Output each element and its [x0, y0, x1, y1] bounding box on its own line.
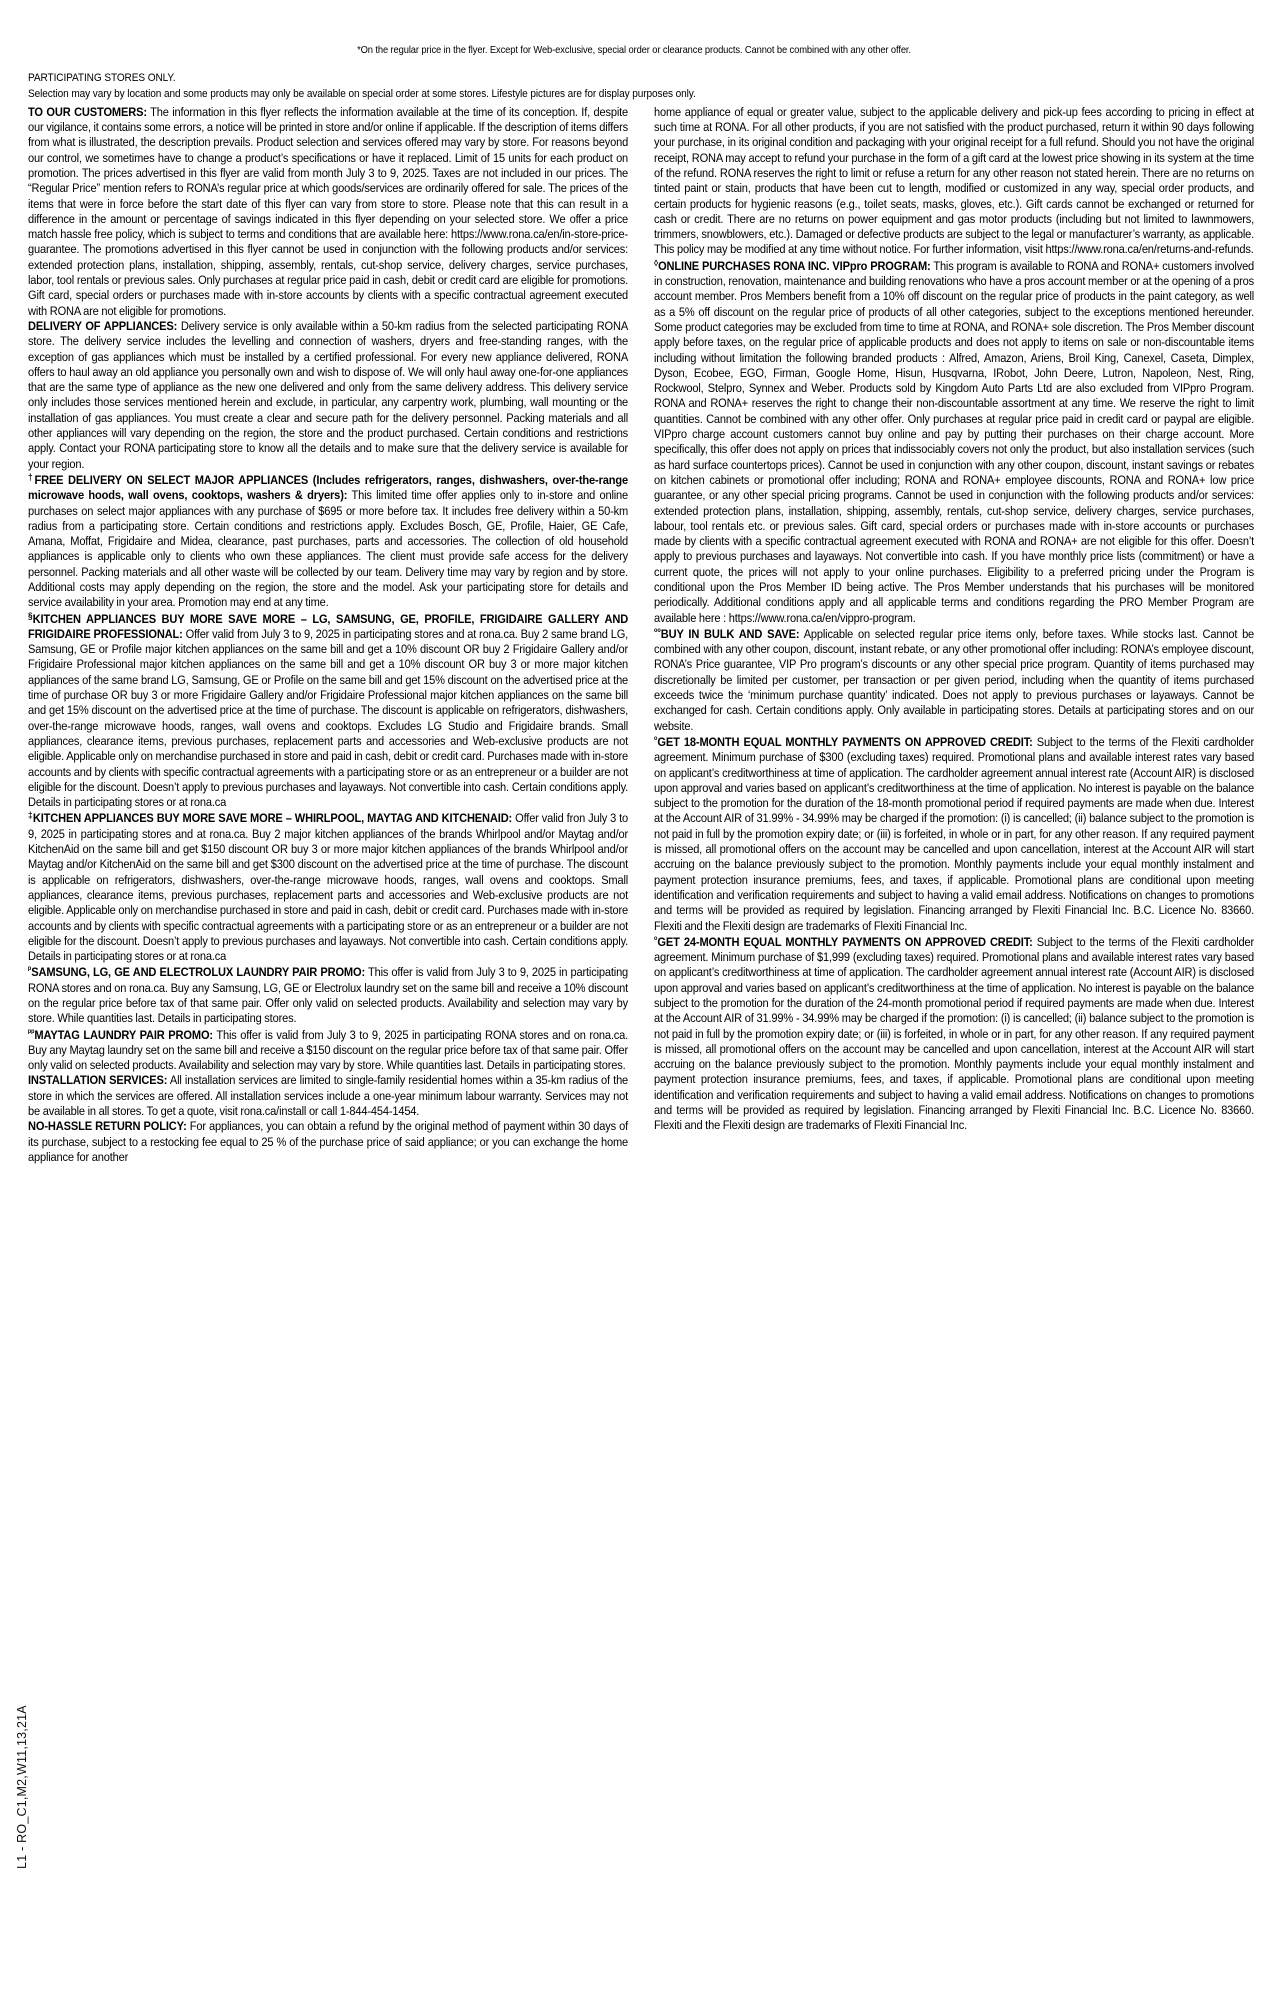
terms-paragraph [28, 319, 628, 472]
terms-body: This offer is valid from July 3 to 9, 2025 in participating RONA stores and on rona.ca. Buy any Maytag laundry set on the same bill and receive a $150 discount on the regular price before tax of that same pair. Offer only valid on selected products. Availability and selection may vary by store. While quantities last. Details in participating stores. [28, 1027, 629, 1073]
terms-heading: MAYTAG LAUNDRY PAIR PROMO: [34, 1027, 213, 1042]
terms-paragraph [28, 472, 628, 611]
document-spine-code: L1 - RO_C1,M2,W11,13,21A [15, 1705, 29, 1869]
terms-body: home appliance of equal or greater value, subject to the applicable delivery and pick-up fees according to pricing in effect at such time at RONA. For all other products, if you are not satisfied with the product purchased, return it within 90 days following your purchase, in its original condition and packaging with your original receipt for a full refund. Should you not have the original receipt, RONA may accept to refund your purchase in the form of a gift card at the lowest price showing in its system at the time of the refund. RONA reserves the right to limit or refuse a return for any other reason not stated herein. There are no returns on tinted paint or stain, products that have been cut to length, modified or customized in any way, special order products, and certain products for hygienic reasons (e.g., toilet seats, masks, gloves, etc.). Gift cards cannot be exchanged or returned for cash or credit. There are no returns on power equipment and gas motor products (including but not limited to lawnmowers, trimmers, snowblowers, etc.). Damaged or defective products are subject to the legal or manufacturer’s warranty, as applicable. This policy may be modified at any time without notice. For further information, visit https://www.rona.ca/en/returns-and-refunds. [654, 104, 1255, 257]
terms-body: This limited time offer applies only to in-store and online purchases on select major appliances with any purchase of $695 or more before tax. It includes free delivery within a 50-km radius from a participating store. Certain conditions and restrictions apply. Excludes Bosch, GE, Profile, Haier, GE Cafe, Amana, Moffat, Frigidaire and Midea, clearance, past purchases, parts and accessories. The collection of old household appliances is applicable only to clients who own these appliances. The client must provide safe access for the delivery personnel. Packing materials and all other waste will be collected by our team. Delivery time may vary by region and by store. Additional costs may apply depending on the region, the store and the model. Ask your participating store for details and service availability in your area. Promotion may end at any time. [28, 488, 629, 610]
terms-heading: TO OUR CUSTOMERS: [28, 104, 147, 119]
terms-heading: ONLINE PURCHASES RONA INC. VIPpro PROGRAM: [658, 258, 931, 273]
footnote-marker: § [28, 610, 33, 621]
terms-heading: SAMSUNG, LG, GE AND ELECTROLUX LAUNDRY PAIR PROMO: [31, 965, 366, 980]
regular-price-footnote: *On the regular price in the flyer. Except for Web-exclusive, special order or clearance products. Cannot be combined with any other offer. [357, 45, 911, 56]
footnote-marker: † [28, 471, 35, 482]
terms-heading: NO-HASSLE RETURN POLICY: [28, 1119, 187, 1134]
terms-paragraph [654, 105, 1254, 258]
footnote-marker: ‡ [28, 810, 33, 821]
terms-paragraph [28, 1119, 628, 1165]
terms-paragraph [654, 626, 1254, 734]
terms-body: Subject to the terms of the Flexiti cardholder agreement. Minimum purchase of $300 (excluding taxes) required. Promotional plans and available interest rates vary based on applicant’s creditworthiness at time of application. The cardholder agreement annual interest rate (Account AIR) is disclosed upon approval and varies based on applicant’s creditworthiness at the time of application. No interest is payable on the balance subject to the promotion for the duration of the 18-month promotional period if required payments are made when due. Interest at the Account AIR of 31.99% - 34.99% may be charged if the promotion: (i) is cancelled; (ii) balance subject to the promotion is not paid in full by the promotion expiry date; or (iii) is forfeited, in whole or in part, for any other reason. If any required payment is missed, all promotional offers on the account may be cancelled and upon cancellation, interest at the Account AIR will start accruing on the balance previously subject to the promotion. Monthly payments include your equal monthly instalment and payment protection insurance premiums, fees, and taxes, if applicable. Promotional plans are conditional upon meeting identification and verification requirements and subject to having a valid email address. Notifications on changes to promotions and terms will be provided as required by legislation. Financing arranged by Flexiti Financial Inc. B.C. Licence No. 83660. Flexiti and the Flexiti design are trademarks of Flexiti Financial Inc. [654, 734, 1255, 933]
terms-paragraph [28, 611, 628, 811]
terms-paragraph [654, 934, 1254, 1134]
terms-paragraph [654, 258, 1254, 626]
terms-body: Applicable on selected regular price items only, before taxes. While stocks last. Cannot be combined with any other coupon, discount, instant rebate, or any other promotional offer including: RONA’s employee discount, RONA’s Price guarantee, VIP Pro program’s discounts or any other special price program. Quantity of items purchased may discretionally be limited per customer, per transaction or per given period, including when the quantity of items purchased exceeds twice the ‘minimum purchase quantity’ indicated. Does not apply to previous purchases or layaways. Cannot be exchanged for cash. Certain conditions apply. Only available in participating stores. Details at participating stores and on our website. [654, 626, 1255, 733]
terms-heading: BUY IN BULK AND SAVE: [660, 626, 800, 641]
footnote-marker: ◊ [654, 257, 659, 268]
terms-heading: GET 24-MONTH EQUAL MONTHLY PAYMENTS ON APPROVED CREDIT: [657, 934, 1033, 949]
terms-body: This program is available to RONA and RONA+ customers involved in construction, renovation, maintenance and building renovations who have a pros account member or at the opening of a pros account member. Pros Members benefit from a 10% off discount on the regular price of products in the paint category, as well as a 5% off discount on the regular price of products of all other categories, subject to the exceptions mentioned hereunder. Some product categories may be excluded from time to time at RONA, and RONA+ sole discretion. The Pros Member discount apply before taxes, on the regular price of applicable products and does not apply to items on sale or non-discountable items including without limitation the following branded products : Alfred, Amazon, Ariens, Broil King, Canexel, Caseta, Dimplex, Dyson, Ecobee, EGO, Firman, Google Home, Hisun, Husqvarna, IRobot, John Deere, Lutron, Napoleon, Nest, Ring, Rockwool, Stelpro, Synnex and Weber. Products sold by Kingdom Auto Parts Ltd are also excluded from VIPpro Program. RONA and RONA+ reserves the right to change their non-discountable assortment at any time. We reserve the right to limit quantities. Cannot be combined with any other offer. Only purchases at regular price paid in credit card or paypal are eligible. VIPpro charge account customers cannot buy online and pay by putting their purchases on their charge account. More specifically, this offer does not apply on prices that indissociably covers not only the product, but also installation services (such as hard surface countertops prices). Cannot be used in conjunction with any other coupon, discount, instant savings or rebates on kitchen cabinets or promotional offer including; RONA and RONA+ employee discounts, RONA and RONA+ low price guarantee, or any other special pricing programs. Cannot be used in conjunction with the following products and/or services: extended protection plans, installation, shipping, assembly, rentals, cut-shop service, delivery charges, service purchases, labour, tool rentals etc. or previous sales. Gift card, special orders or purchases made with in-store accounts or purchases made by clients with a specific contractual agreement executed with RONA and RONA+ are not eligible for this offer. Doesn’t apply to previous purchases and layaways. Not convertible into cash. If you have monthly price lists (commitment) or have a current quote, the prices will not apply to your online purchases. Eligibility to a preferred pricing under the Program is conditional upon the Pros Member ID being active. The Pros Member understands that his purchases will be monitored periodically. Additional conditions apply and all applicable terms and conditions regarding the PRO Member Program are available here : https://www.rona.ca/en/vippro-program. [654, 258, 1255, 625]
terms-heading: GET 18-MONTH EQUAL MONTHLY PAYMENTS ON APPROVED CREDIT: [657, 734, 1033, 749]
terms-paragraph [654, 734, 1254, 934]
terms-body: This offer is valid from July 3 to 9, 2025 in participating RONA stores and on rona.ca. Buy any Samsung, LG, GE or Electrolux laundry set on the same bill and receive a 10% discount on the regular price before tax of that same pair. Offer only valid on selected products. Availability and selection may vary by store. While quantities last. Details in participating stores. [28, 965, 629, 1026]
footnote-marker: ᵒᵒ [654, 625, 661, 636]
terms-body: Subject to the terms of the Flexiti cardholder agreement. Minimum purchase of $1,999 (excluding taxes) required. Promotional plans and available interest rates vary based on applicant’s creditworthiness at time of application. The cardholder agreement annual interest rate (Account AIR) is disclosed upon approval and varies based on applicant’s creditworthiness at the time of application. No interest is payable on the balance subject to the promotion for the duration of the 24-month promotional period if required payments are made when due. Interest at the Account AIR of 31.99% - 34.99% may be charged if the promotion: (i) is cancelled; (ii) balance subject to the promotion is not paid in full by the promotion expiry date; or (iii) is forfeited, in whole or in part, for any other reason. If any required payment is missed, all promotional offers on the account may be cancelled and upon cancellation, interest at the Account AIR will start accruing on the balance previously subject to the promotion. Monthly payments include your equal monthly instalment and payment protection insurance premiums, fees, and taxes, if applicable. Promotional plans are conditional upon meeting identification and verification requirements and subject to having a valid email address. Notifications on changes to promotions and terms will be provided as required by legislation. Financing arranged by Flexiti Financial Inc. B.C. Licence No. 83660. Flexiti and the Flexiti design are trademarks of Flexiti Financial Inc. [654, 934, 1255, 1133]
terms-heading: INSTALLATION SERVICES: [28, 1073, 168, 1088]
terms-paragraph [28, 1027, 628, 1074]
terms-body: The information in this flyer reflects the information available at the time of its conception. If, despite our vigilance, it contains some errors, a notice will be printed in store and/or online if applicable. If the description of items differs from what is illustrated, the description prevails. Product selection and services offered may vary by store. For reasons beyond our control, we sometimes have to change a product’s specifications or have it replaced. Limit of 15 units for each product on promotion. The prices advertised in this flyer are valid from month July 3 to 9, 2025. Taxes are not included in our prices. The “Regular Price” mention refers to RONA’s regular price at which goods/services are ordinarily offered for sale. The prices of the items that were in force before the start date of this flyer can vary from store to store. Please note that this can result in a difference in the amount or percentage of savings indicated in this flyer depending on your selected store. We offer a price match hassle free policy, which is subject to terms and conditions that are available here: https://www.rona.ca/en/in-store-price-guarantee. The promotions advertised in this flyer cannot be used in conjunction with the following products and/or services: extended protection plans, installation, shipping, assembly, rentals, cut-shop service, delivery charges, service purchases, labor, tool rentals or previous sales. Only purchases at regular price paid in cash, debit or credit card are eligible for promotions. Gift card, special orders or purchases made with in-store accounts by clients with a specific contractual agreement executed with RONA are not eligible for promotions. [28, 104, 629, 318]
terms-heading: KITCHEN APPLIANCES BUY MORE SAVE MORE – WHIRLPOOL, MAYTAG AND KITCHENAID: [32, 811, 513, 826]
terms-body: All installation services are limited to single-family residential homes within a 35-km radius of the store in which the services are offered. All installation services include a one-year minimum labour warranty. Services may not be available in all stores. To get a quote, visit rona.ca/install or call 1-844-454-1454. [28, 1073, 629, 1119]
terms-paragraph [28, 964, 628, 1026]
footnote-marker: ᵒ [654, 933, 658, 944]
right-terms-column [654, 105, 1254, 1165]
selection-varies-notice: Selection may vary by location and some products may only be available on special order at some stores. Lifestyle pictures are for display purposes only. [28, 87, 696, 100]
footnote-marker: ᵖ [28, 964, 32, 975]
terms-paragraph [28, 810, 628, 964]
terms-paragraph [28, 1073, 628, 1119]
footnote-marker: ᵒ [654, 733, 658, 744]
terms-heading: FREE DELIVERY ON SELECT MAJOR APPLIANCES (Includes refrigerators, ranges, dishwashers, over-the-range microwave hoods, wall ovens, cooktops, washers & dryers): [28, 472, 629, 503]
terms-heading: KITCHEN APPLIANCES BUY MORE SAVE MORE – LG, SAMSUNG, GE, PROFILE, FRIGIDAIRE GALLERY AND FRIGIDAIRE PROFESSIONAL: [28, 611, 629, 641]
left-terms-column [28, 105, 628, 1165]
terms-body: Offer valid from July 3 to 9, 2025 in participating stores and at rona.ca. Buy 2 same brand LG, Samsung, GE or Profile major kitchen appliances on the same bill and get a 10% discount OR buy 2 Frigidaire Gallery and/or Frigidaire Professional major kitchen appliances on the same bill and get a 10% discount OR buy 3 or more major kitchen appliances of the same brand LG, Samsung, GE or Profile on the same bill and get 15% discount on the advertised price at the time of purchase OR buy 3 or more Frigidaire Gallery and/or Frigidaire Professional major kitchen appliances on the same bill and get 15% discount on the advertised price at the time of purchase. The discount is applicable on refrigerators, dishwashers, over-the-range microwave hoods, ranges, wall ovens and cooktops. Excludes LG Studio and Frigidaire brands. Small appliances, clearance items, previous purchases, replacement parts and accessories and Web-exclusive products are not eligible. Applicable only on merchandise purchased in store and paid in cash, debit or credit card. Purchases made with in-store accounts and by clients with specific contractual agreements with a participating store or as an entrepreneur or a builder are not eligible for the discount. Doesn’t apply to previous purchases and layaways. Not convertible into cash. Certain conditions apply. Details in participating stores or at rona.ca [28, 626, 629, 810]
terms-body: Delivery service is only available within a 50-km radius from the selected participating RONA store. The delivery service includes the levelling and connection of washers, dryers and free-standing ranges, with the exception of gas appliances which must be installed by a certified professional. For every new appliance delivered, RONA offers to haul away an old appliance you personally own and wish to dispose of. We will only haul away one-for-one appliances that are the same type of appliance as the new one delivered and only from the same delivery address. This delivery service only includes those services mentioned herein and exclude, in particular, any carpentry work, plumbing, wall mounting or the installation of gas appliances. You must create a clear and secure path for the delivery personnel. Packing materials and all other appliances will vary depending on the region, the store and the product purchased. Certain conditions and restrictions apply. Contact your RONA participating store to know all the details and to make sure that the delivery service is available for your region. [28, 318, 629, 471]
terms-body: For appliances, you can obtain a refund by the original method of payment within 30 days of its purchase, subject to a restocking fee equal to 25 % of the purchase price of said appliance; or you can exchange the home appliance for another [28, 1119, 629, 1164]
terms-body: Offer valid fron July 3 to 9, 2025 in participating stores and at rona.ca. Buy 2 major kitchen appliances of the brands Whirlpool and/or Maytag and/or KitchenAid on the same bill and get $150 discount OR buy 3 or more major kitchen appliances of the brands Whirlpool and/or Maytag and/or KitchenAid on the same bill and get $300 discount on the advertised price at the time of purchase. The discount is applicable on refrigerators, dishwashers, over-the-range microwave hoods, ranges, wall ovens and cooktops. Small appliances, clearance items, previous purchases, replacement parts and accessories and Web-exclusive products are not eligible. Applicable only on merchandise purchased in store and paid in cash, debit or credit card. Purchases made with in-store accounts and by clients with specific contractual agreements with a participating store or as an entrepreneur or a builder are not eligible for the discount. Doesn’t apply to previous purchases and layaways. Not convertible into cash. Certain conditions apply. Details in participating stores or at rona.ca [28, 811, 629, 964]
footnote-marker: ᵖᵖ [28, 1026, 35, 1037]
terms-columns [28, 104, 1255, 1165]
participating-stores-notice: PARTICIPATING STORES ONLY. [28, 72, 176, 84]
terms-heading: DELIVERY OF APPLIANCES: [28, 318, 178, 333]
terms-paragraph [28, 105, 628, 319]
